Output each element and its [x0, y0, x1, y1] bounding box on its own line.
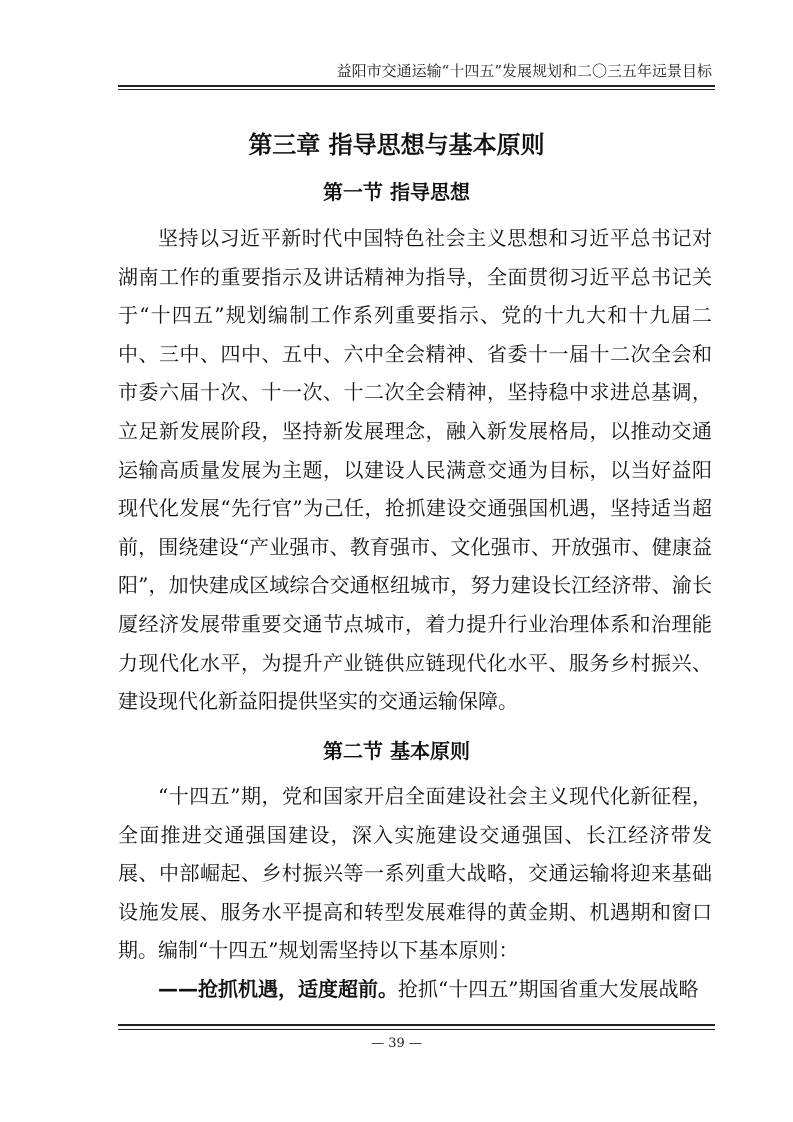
footer-rule-thin: [118, 1029, 715, 1030]
header-rule-thick: [118, 85, 715, 87]
principle-item: [118, 970, 712, 1009]
principle-lead: ——抢抓机遇，适度超前。: [158, 977, 398, 1001]
principle-text: 抢抓“十四五”期国省重大发展战略: [398, 977, 699, 1001]
footer-rule-thick: [118, 1024, 715, 1026]
chapter-title: 第三章 指导思想与基本原则: [248, 131, 545, 159]
header-rule-thin: [118, 89, 715, 90]
section-title-basic-principles: 第二节 基本原则: [323, 739, 470, 763]
running-header: 益阳市交通运输“十四五”发展规划和二〇三五年远景目标: [336, 62, 712, 80]
paragraph-basic-principles-intro: “十四五”期，党和国家开启全面建设社会主义现代化新征程，全面推进交通强国建设，深入实施建设交通强国、长江经济带发展、中部崛起、乡村振兴等一系列重大战略，交通运输将迎来基础设施发展、服务水平提高和转型发展难得的黄金期、机遇期和窗口期。编制“十四五”规划需坚持以下基本原则：: [118, 784, 712, 963]
page-number: — 39 —: [371, 1036, 422, 1051]
paragraph-guiding-ideology: 坚持以习近平新时代中国特色社会主义思想和习近平总书记对湖南工作的重要指示及讲话精神为指导，全面贯彻习近平总书记关于“十四五”规划编制工作系列重要指示、党的十九大和十九届二中、三中、四中、五中、六中全会精神、省委十一届十二次全会和市委六届十次、十一次、十二次全会精神，坚持稳中求进总基调，立足新发展阶段，坚持新发展理念，融入新发展格局，以推动交通运输高质量发展为主题，以建设人民满意交通为目标，以当好益阳现代化发展“先行官”为己任，抢抓建设交通强国机遇，坚持适当超前，围绕建设“产业强市、教育强市、文化强市、开放强市、健康益阳”，加快建成区域综合交通枢纽城市，努力建设长江经济带、渝长厦经济发展带重要交通节点城市，着力提升行业治理体系和治理能力现代化水平，为提升产业链供应链现代化水平、服务乡村振兴、建设现代化新益阳提供坚实的交通运输保障。: [118, 226, 712, 714]
section-title-guiding-ideology: 第一节 指导思想: [323, 180, 470, 204]
